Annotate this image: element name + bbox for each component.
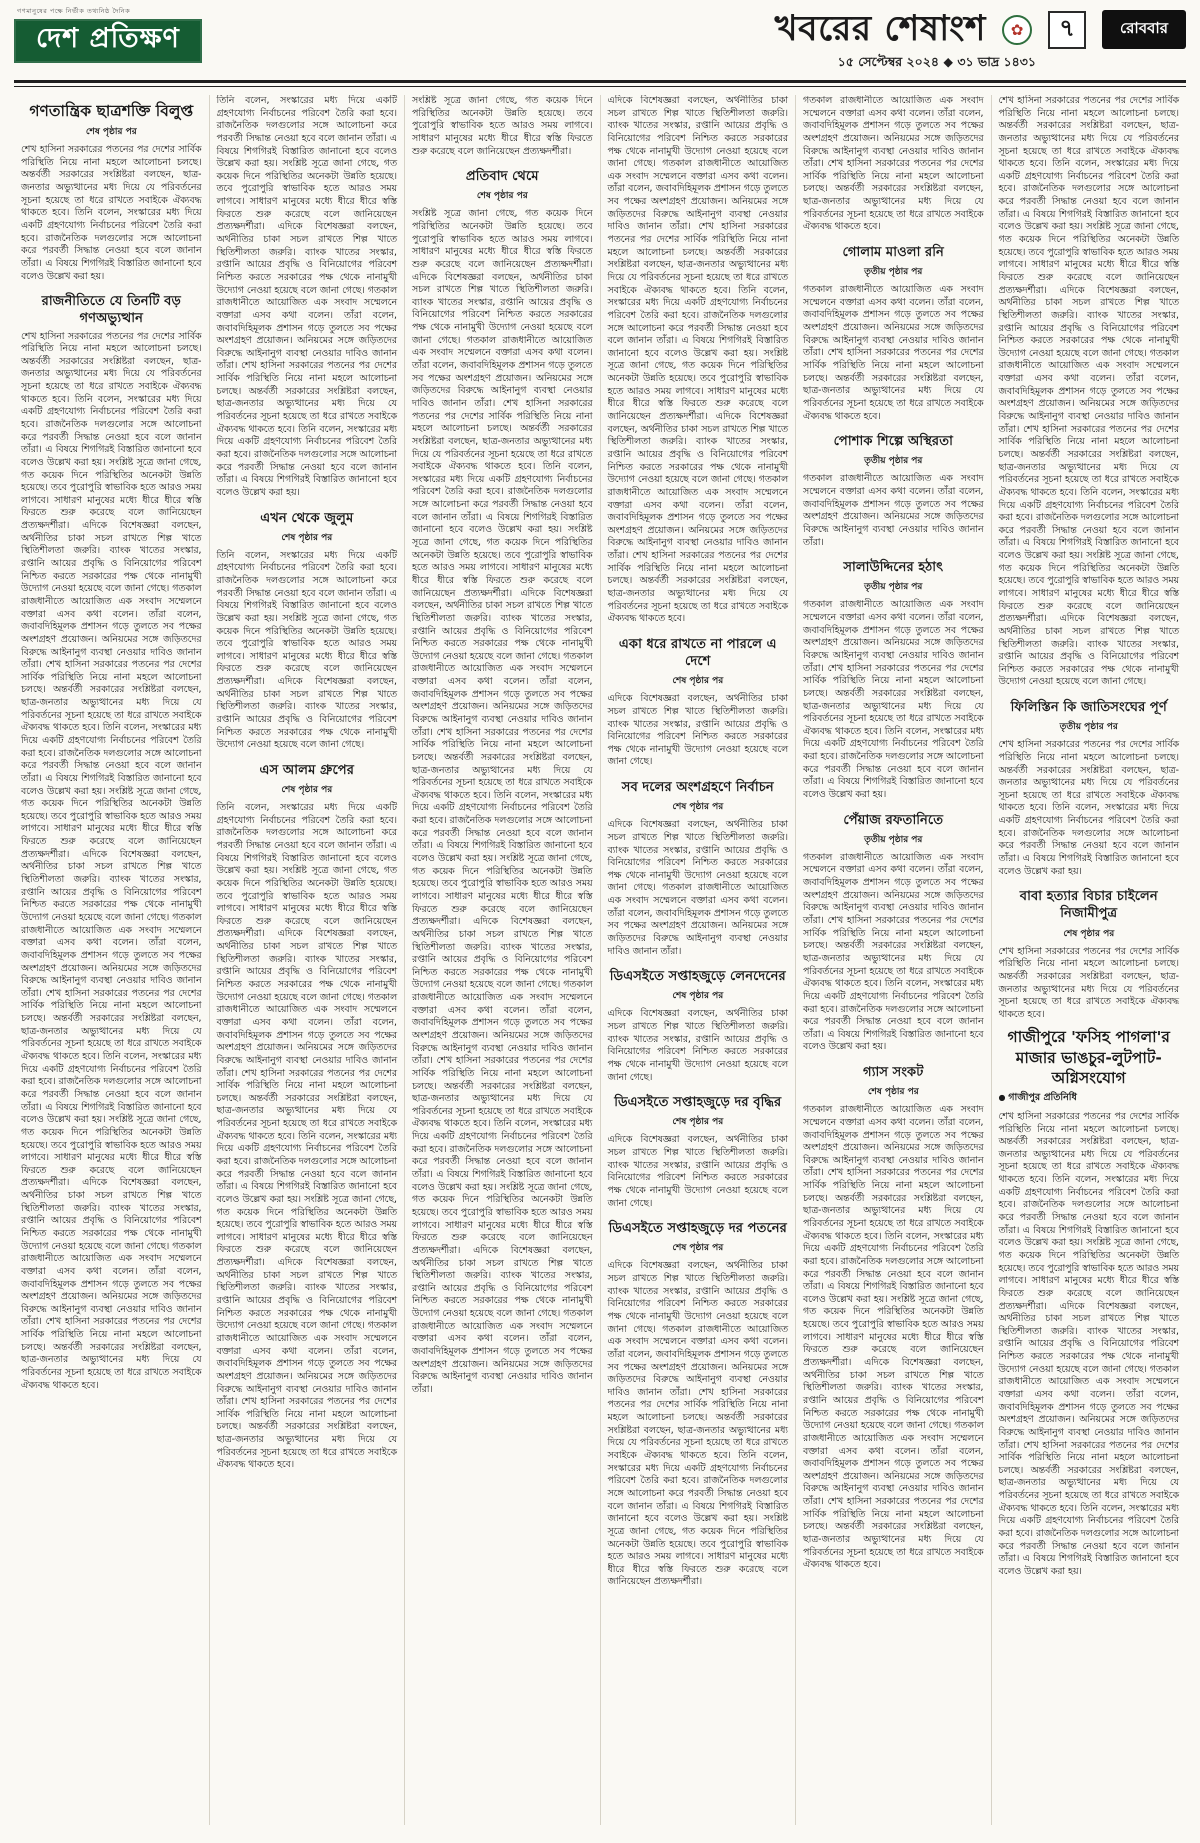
continued-from-kicker: শেষ পৃষ্ঠার পর: [672, 991, 724, 1002]
masthead-rule: [14, 80, 1186, 87]
article-headline: সালাউদ্দিনের হঠাৎ: [843, 560, 944, 576]
article-body: এদিকে বিশেষজ্ঞরা বলছেন, অর্থনীতির চাকা সচল রাখতে শিল্প খাতে স্থিতিশীলতা জরুরি। ব্যাংক খাতের সংস্কার, রপ্তানি আয়ের প্রবৃদ্ধি ও বিনিয়োগের পরিবেশ নিশ্চিত করতে সরকারের পক্ষ থেকে নানামুখী উদ্যোগ নেওয়া হয়েছে বলে জানা গেছে। গতকাল রাজধানীতে আয়োজিত এক সংবাদ সম্মেলনে বক্তারা এসব কথা বলেন। তাঁরা বলেন, জবাবদিহিমূলক প্রশাসন গড়ে তুলতে সব পক্ষের অংশগ্রহণ প্রয়োজন। অনিয়মের সঙ্গে জড়িতদের বিরুদ্ধে আইনানুগ ব্যবস্থা নেওয়ার দাবিও জানান তাঁরা। শেখ হাসিনা সরকারের পতনের পর দেশের সার্বিক পরিস্থিতি নিয়ে নানা মহলে আলোচনা চলছে। অন্তর্বর্তী সরকারের সংশ্লিষ্টরা বলছেন, ছাত্র-জনতার অভ্যুত্থানের মধ্য দিয়ে যে পরিবর্তনের সূচনা হয়েছে তা ধরে রাখতে সবাইকে ঐক্যবদ্ধ থাকতে হবে। তিনি বলেন, সংস্কারের মধ্য দিয়ে একটি গ্রহণযোগ্য নির্বাচনের পরিবেশ তৈরি করা হবে। রাজনৈতিক দলগুলোর সঙ্গে আলোচনা করে পরবর্তী সিদ্ধান্ত নেওয়া হবে বলে জানান তাঁরা। এ বিষয়ে শিগগিরই বিস্তারিত জানানো হবে বলেও উল্লেখ করা হয়। সংশ্লিষ্ট সূত্রে জানা গেছে, গত কয়েক দিনে পরিস্থিতির অনেকটা উন্নতি হয়েছে। তবে পুরোপুরি স্বাভাবিক হতে আরও সময় লাগবে। সাধারণ মানুষের মধ্যে ধীরে ধীরে স্বস্তি ফিরতে শুরু করেছে বলে জানিয়েছেন প্রত্যক্ষদর্শীরা। এদিকে বিশেষজ্ঞরা বলছেন, অর্থনীতির চাকা সচল রাখতে শিল্প খাতে স্থিতিশীলতা জরুরি। ব্যাংক খাতের সংস্কার, রপ্তানি আয়ের প্রবৃদ্ধি ও বিনিয়োগের পরিবেশ নিশ্চিত করতে সরকারের পক্ষ থেকে নানামুখী উদ্যোগ নেওয়া হয়েছে বলে জানা গেছে। গতকাল রাজধানীতে আয়োজিত এক সংবাদ সম্মেলনে বক্তারা এসব কথা বলেন। তাঁরা বলেন, জবাবদিহিমূলক প্রশাসন গড়ে তুলতে সব পক্ষের অংশগ্রহণ প্রয়োজন। অনিয়মের সঙ্গে জড়িতদের বিরুদ্ধে আইনানুগ ব্যবস্থা নেওয়ার দাবিও জানান তাঁরা। শেখ হাসিনা সরকারের পতনের পর দেশের সার্বিক পরিস্থিতি নিয়ে নানা মহলে আলোচনা চলছে। অন্তর্বর্তী সরকারের সংশ্লিষ্টরা বলছেন, ছাত্র-জনতার অভ্যুত্থানের মধ্য দিয়ে যে পরিবর্তনের সূচনা হয়েছে তা ধরে রাখতে সবাইকে ঐক্যবদ্ধ থাকতে হবে।: [607, 95, 788, 625]
article-headline: ডিএসইতে সপ্তাহজুড়ে দর পতনের: [608, 1221, 787, 1237]
article-headline: রাজনীতিতে যে তিনটি বড় গণঅভ্যুত্থান: [41, 294, 181, 327]
article-body: এদিকে বিশেষজ্ঞরা বলছেন, অর্থনীতির চাকা সচল রাখতে শিল্প খাতে স্থিতিশীলতা জরুরি। ব্যাংক খাতের সংস্কার, রপ্তানি আয়ের প্রবৃদ্ধি ও বিনিয়োগের পরিবেশ নিশ্চিত করতে সরকারের পক্ষ থেকে নানামুখী উদ্যোগ নেওয়া হয়েছে বলে জানা গেছে।: [607, 1134, 788, 1209]
article-headline: গ্যাস সংকট: [863, 1065, 924, 1081]
article-headline: গাজীপুরে 'ফসিহ পাগলা'র মাজার ভাঙচুর-লুটপাট-অগ্নিসংযোগ: [1007, 1028, 1170, 1087]
continued-from-kicker: শেষ পৃষ্ঠার পর: [85, 127, 137, 138]
continued-from-kicker: তৃতীয় পৃষ্ঠার পর: [864, 582, 923, 593]
article-body: শেখ হাসিনা সরকারের পতনের পর দেশের সার্বিক পরিস্থিতি নিয়ে নানা মহলে আলোচনা চলছে। অন্তর্বর্তী সরকারের সংশ্লিষ্টরা বলছেন, ছাত্র-জনতার অভ্যুত্থানের মধ্য দিয়ে যে পরিবর্তনের সূচনা হয়েছে তা ধরে রাখতে সবাইকে ঐক্যবদ্ধ থাকতে হবে। তিনি বলেন, সংস্কারের মধ্য দিয়ে একটি গ্রহণযোগ্য নির্বাচনের পরিবেশ তৈরি করা হবে। রাজনৈতিক দলগুলোর সঙ্গে আলোচনা করে পরবর্তী সিদ্ধান্ত নেওয়া হবে বলে জানান তাঁরা। এ বিষয়ে শিগগিরই বিস্তারিত জানানো হবে বলেও উল্লেখ করা হয়। সংশ্লিষ্ট সূত্রে জানা গেছে, গত কয়েক দিনে পরিস্থিতির অনেকটা উন্নতি হয়েছে। তবে পুরোপুরি স্বাভাবিক হতে আরও সময় লাগবে। সাধারণ মানুষের মধ্যে ধীরে ধীরে স্বস্তি ফিরতে শুরু করেছে বলে জানিয়েছেন প্রত্যক্ষদর্শীরা। এদিকে বিশেষজ্ঞরা বলছেন, অর্থনীতির চাকা সচল রাখতে শিল্প খাতে স্থিতিশীলতা জরুরি। ব্যাংক খাতের সংস্কার, রপ্তানি আয়ের প্রবৃদ্ধি ও বিনিয়োগের পরিবেশ নিশ্চিত করতে সরকারের পক্ষ থেকে নানামুখী উদ্যোগ নেওয়া হয়েছে বলে জানা গেছে। গতকাল রাজধানীতে আয়োজিত এক সংবাদ সম্মেলনে বক্তারা এসব কথা বলেন। তাঁরা বলেন, জবাবদিহিমূলক প্রশাসন গড়ে তুলতে সব পক্ষের অংশগ্রহণ প্রয়োজন। অনিয়মের সঙ্গে জড়িতদের বিরুদ্ধে আইনানুগ ব্যবস্থা নেওয়ার দাবিও জানান তাঁরা। শেখ হাসিনা সরকারের পতনের পর দেশের সার্বিক পরিস্থিতি নিয়ে নানা মহলে আলোচনা চলছে। অন্তর্বর্তী সরকারের সংশ্লিষ্টরা বলছেন, ছাত্র-জনতার অভ্যুত্থানের মধ্য দিয়ে যে পরিবর্তনের সূচনা হয়েছে তা ধরে রাখতে সবাইকে ঐক্যবদ্ধ থাকতে হবে। তিনি বলেন, সংস্কারের মধ্য দিয়ে একটি গ্রহণযোগ্য নির্বাচনের পরিবেশ তৈরি করা হবে। রাজনৈতিক দলগুলোর সঙ্গে আলোচনা করে পরবর্তী সিদ্ধান্ত নেওয়া হবে বলে জানান তাঁরা। এ বিষয়ে শিগগিরই বিস্তারিত জানানো হবে বলেও উল্লেখ করা হয়। সংশ্লিষ্ট সূত্রে জানা গেছে, গত কয়েক দিনে পরিস্থিতির অনেকটা উন্নতি হয়েছে। তবে পুরোপুরি স্বাভাবিক হতে আরও সময় লাগবে। সাধারণ মানুষের মধ্যে ধীরে ধীরে স্বস্তি ফিরতে শুরু করেছে বলে জানিয়েছেন প্রত্যক্ষদর্শীরা। এদিকে বিশেষজ্ঞরা বলছেন, অর্থনীতির চাকা সচল রাখতে শিল্প খাতে স্থিতিশীলতা জরুরি। ব্যাংক খাতের সংস্কার, রপ্তানি আয়ের প্রবৃদ্ধি ও বিনিয়োগের পরিবেশ নিশ্চিত করতে সরকারের পক্ষ থেকে নানামুখী উদ্যোগ নেওয়া হয়েছে বলে জানা গেছে। গতকাল রাজধানীতে আয়োজিত এক সংবাদ সম্মেলনে বক্তারা এসব কথা বলেন। তাঁরা বলেন, জবাবদিহিমূলক প্রশাসন গড়ে তুলতে সব পক্ষের অংশগ্রহণ প্রয়োজন। অনিয়মের সঙ্গে জড়িতদের বিরুদ্ধে আইনানুগ ব্যবস্থা নেওয়ার দাবিও জানান তাঁরা। শেখ হাসিনা সরকারের পতনের পর দেশের সার্বিক পরিস্থিতি নিয়ে নানা মহলে আলোচনা চলছে। অন্তর্বর্তী সরকারের সংশ্লিষ্টরা বলছেন, ছাত্র-জনতার অভ্যুত্থানের মধ্য দিয়ে যে পরিবর্তনের সূচনা হয়েছে তা ধরে রাখতে সবাইকে ঐক্যবদ্ধ থাকতে হবে। তিনি বলেন, সংস্কারের মধ্য দিয়ে একটি গ্রহণযোগ্য নির্বাচনের পরিবেশ তৈরি করা হবে। রাজনৈতিক দলগুলোর সঙ্গে আলোচনা করে পরবর্তী সিদ্ধান্ত নেওয়া হবে বলে জানান তাঁরা। এ বিষয়ে শিগগিরই বিস্তারিত জানানো হবে বলেও উল্লেখ করা হয়। সংশ্লিষ্ট সূত্রে জানা গেছে, গত কয়েক দিনে পরিস্থিতির অনেকটা উন্নতি হয়েছে। তবে পুরোপুরি স্বাভাবিক হতে আরও সময় লাগবে। সাধারণ মানুষের মধ্যে ধীরে ধীরে স্বস্তি ফিরতে শুরু করেছে বলে জানিয়েছেন প্রত্যক্ষদর্শীরা। এদিকে বিশেষজ্ঞরা বলছেন, অর্থনীতির চাকা সচল রাখতে শিল্প খাতে স্থিতিশীলতা জরুরি। ব্যাংক খাতের সংস্কার, রপ্তানি আয়ের প্রবৃদ্ধি ও বিনিয়োগের পরিবেশ নিশ্চিত করতে সরকারের পক্ষ থেকে নানামুখী উদ্যোগ নেওয়া হয়েছে বলে জানা গেছে। গতকাল রাজধানীতে আয়োজিত এক সংবাদ সম্মেলনে বক্তারা এসব কথা বলেন। তাঁরা বলেন, জবাবদিহিমূলক প্রশাসন গড়ে তুলতে সব পক্ষের অংশগ্রহণ প্রয়োজন। অনিয়মের সঙ্গে জড়িতদের বিরুদ্ধে আইনানুগ ব্যবস্থা নেওয়ার দাবিও জানান তাঁরা। শেখ হাসিনা সরকারের পতনের পর দেশের সার্বিক পরিস্থিতি নিয়ে নানা মহলে আলোচনা চলছে। অন্তর্বর্তী সরকারের সংশ্লিষ্টরা বলছেন, ছাত্র-জনতার অভ্যুত্থানের মধ্য দিয়ে যে পরিবর্তনের সূচনা হয়েছে তা ধরে রাখতে সবাইকে ঐক্যবদ্ধ থাকতে হবে।: [21, 330, 202, 1391]
article-headline: এস আলম গ্রুপের: [259, 762, 354, 778]
article-headline: সব দলের অংশগ্রহণে নির্বাচন: [621, 780, 774, 796]
article-body: এদিকে বিশেষজ্ঞরা বলছেন, অর্থনীতির চাকা সচল রাখতে শিল্প খাতে স্থিতিশীলতা জরুরি। ব্যাংক খাতের সংস্কার, রপ্তানি আয়ের প্রবৃদ্ধি ও বিনিয়োগের পরিবেশ নিশ্চিত করতে সরকারের পক্ষ থেকে নানামুখী উদ্যোগ নেওয়া হয়েছে বলে জানা গেছে।: [607, 1008, 788, 1083]
page-number: ৭: [1048, 11, 1086, 49]
continued-from-kicker: শেষ পৃষ্ঠার পর: [672, 1117, 724, 1128]
continued-from-kicker: শেষ পৃষ্ঠার পর: [867, 1087, 919, 1098]
article-body: গতকাল রাজধানীতে আয়োজিত এক সংবাদ সম্মেলনে বক্তারা এসব কথা বলেন। তাঁরা বলেন, জবাবদিহিমূলক প্রশাসন গড়ে তুলতে সব পক্ষের অংশগ্রহণ প্রয়োজন। অনিয়মের সঙ্গে জড়িতদের বিরুদ্ধে আইনানুগ ব্যবস্থা নেওয়ার দাবিও জানান তাঁরা। শেখ হাসিনা সরকারের পতনের পর দেশের সার্বিক পরিস্থিতি নিয়ে নানা মহলে আলোচনা চলছে। অন্তর্বর্তী সরকারের সংশ্লিষ্টরা বলছেন, ছাত্র-জনতার অভ্যুত্থানের মধ্য দিয়ে যে পরিবর্তনের সূচনা হয়েছে তা ধরে রাখতে সবাইকে ঐক্যবদ্ধ থাকতে হবে। তিনি বলেন, সংস্কারের মধ্য দিয়ে একটি গ্রহণযোগ্য নির্বাচনের পরিবেশ তৈরি করা হবে। রাজনৈতিক দলগুলোর সঙ্গে আলোচনা করে পরবর্তী সিদ্ধান্ত নেওয়া হবে বলে জানান তাঁরা। এ বিষয়ে শিগগিরই বিস্তারিত জানানো হবে বলেও উল্লেখ করা হয়।: [803, 599, 984, 801]
article-body: এদিকে বিশেষজ্ঞরা বলছেন, অর্থনীতির চাকা সচল রাখতে শিল্প খাতে স্থিতিশীলতা জরুরি। ব্যাংক খাতের সংস্কার, রপ্তানি আয়ের প্রবৃদ্ধি ও বিনিয়োগের পরিবেশ নিশ্চিত করতে সরকারের পক্ষ থেকে নানামুখী উদ্যোগ নেওয়া হয়েছে বলে জানা গেছে। গতকাল রাজধানীতে আয়োজিত এক সংবাদ সম্মেলনে বক্তারা এসব কথা বলেন। তাঁরা বলেন, জবাবদিহিমূলক প্রশাসন গড়ে তুলতে সব পক্ষের অংশগ্রহণ প্রয়োজন। অনিয়মের সঙ্গে জড়িতদের বিরুদ্ধে আইনানুগ ব্যবস্থা নেওয়ার দাবিও জানান তাঁরা। শেখ হাসিনা সরকারের পতনের পর দেশের সার্বিক পরিস্থিতি নিয়ে নানা মহলে আলোচনা চলছে। অন্তর্বর্তী সরকারের সংশ্লিষ্টরা বলছেন, ছাত্র-জনতার অভ্যুত্থানের মধ্য দিয়ে যে পরিবর্তনের সূচনা হয়েছে তা ধরে রাখতে সবাইকে ঐক্যবদ্ধ থাকতে হবে। তিনি বলেন, সংস্কারের মধ্য দিয়ে একটি গ্রহণযোগ্য নির্বাচনের পরিবেশ তৈরি করা হবে। রাজনৈতিক দলগুলোর সঙ্গে আলোচনা করে পরবর্তী সিদ্ধান্ত নেওয়া হবে বলে জানান তাঁরা। এ বিষয়ে শিগগিরই বিস্তারিত জানানো হবে বলেও উল্লেখ করা হয়। সংশ্লিষ্ট সূত্রে জানা গেছে, গত কয়েক দিনে পরিস্থিতির অনেকটা উন্নতি হয়েছে। তবে পুরোপুরি স্বাভাবিক হতে আরও সময় লাগবে। সাধারণ মানুষের মধ্যে ধীরে ধীরে স্বস্তি ফিরতে শুরু করেছে বলে জানিয়েছেন প্রত্যক্ষদর্শীরা।: [607, 1260, 788, 1588]
article-headline: প্রতিবাদ থেমে: [465, 169, 539, 185]
article-body: শেখ হাসিনা সরকারের পতনের পর দেশের সার্বিক পরিস্থিতি নিয়ে নানা মহলে আলোচনা চলছে। অন্তর্বর্তী সরকারের সংশ্লিষ্টরা বলছেন, ছাত্র-জনতার অভ্যুত্থানের মধ্য দিয়ে যে পরিবর্তনের সূচনা হয়েছে তা ধরে রাখতে সবাইকে ঐক্যবদ্ধ থাকতে হবে। তিনি বলেন, সংস্কারের মধ্য দিয়ে একটি গ্রহণযোগ্য নির্বাচনের পরিবেশ তৈরি করা হবে। রাজনৈতিক দলগুলোর সঙ্গে আলোচনা করে পরবর্তী সিদ্ধান্ত নেওয়া হবে বলে জানান তাঁরা। এ বিষয়ে শিগগিরই বিস্তারিত জানানো হবে বলেও উল্লেখ করা হয়। সংশ্লিষ্ট সূত্রে জানা গেছে, গত কয়েক দিনে পরিস্থিতির অনেকটা উন্নতি হয়েছে। তবে পুরোপুরি স্বাভাবিক হতে আরও সময় লাগবে। সাধারণ মানুষের মধ্যে ধীরে ধীরে স্বস্তি ফিরতে শুরু করেছে বলে জানিয়েছেন প্রত্যক্ষদর্শীরা। এদিকে বিশেষজ্ঞরা বলছেন, অর্থনীতির চাকা সচল রাখতে শিল্প খাতে স্থিতিশীলতা জরুরি। ব্যাংক খাতের সংস্কার, রপ্তানি আয়ের প্রবৃদ্ধি ও বিনিয়োগের পরিবেশ নিশ্চিত করতে সরকারের পক্ষ থেকে নানামুখী উদ্যোগ নেওয়া হয়েছে বলে জানা গেছে। গতকাল রাজধানীতে আয়োজিত এক সংবাদ সম্মেলনে বক্তারা এসব কথা বলেন। তাঁরা বলেন, জবাবদিহিমূলক প্রশাসন গড়ে তুলতে সব পক্ষের অংশগ্রহণ প্রয়োজন। অনিয়মের সঙ্গে জড়িতদের বিরুদ্ধে আইনানুগ ব্যবস্থা নেওয়ার দাবিও জানান তাঁরা। শেখ হাসিনা সরকারের পতনের পর দেশের সার্বিক পরিস্থিতি নিয়ে নানা মহলে আলোচনা চলছে। অন্তর্বর্তী সরকারের সংশ্লিষ্টরা বলছেন, ছাত্র-জনতার অভ্যুত্থানের মধ্য দিয়ে যে পরিবর্তনের সূচনা হয়েছে তা ধরে রাখতে সবাইকে ঐক্যবদ্ধ থাকতে হবে। তিনি বলেন, সংস্কারের মধ্য দিয়ে একটি গ্রহণযোগ্য নির্বাচনের পরিবেশ তৈরি করা হবে। রাজনৈতিক দলগুলোর সঙ্গে আলোচনা করে পরবর্তী সিদ্ধান্ত নেওয়া হবে বলে জানান তাঁরা। এ বিষয়ে শিগগিরই বিস্তারিত জানানো হবে বলেও উল্লেখ করা হয়।: [998, 1110, 1179, 1577]
article-body: সংশ্লিষ্ট সূত্রে জানা গেছে, গত কয়েক দিনে পরিস্থিতির অনেকটা উন্নতি হয়েছে। তবে পুরোপুরি স্বাভাবিক হতে আরও সময় লাগবে। সাধারণ মানুষের মধ্যে ধীরে ধীরে স্বস্তি ফিরতে শুরু করেছে বলে জানিয়েছেন প্রত্যক্ষদর্শীরা। এদিকে বিশেষজ্ঞরা বলছেন, অর্থনীতির চাকা সচল রাখতে শিল্প খাতে স্থিতিশীলতা জরুরি। ব্যাংক খাতের সংস্কার, রপ্তানি আয়ের প্রবৃদ্ধি ও বিনিয়োগের পরিবেশ নিশ্চিত করতে সরকারের পক্ষ থেকে নানামুখী উদ্যোগ নেওয়া হয়েছে বলে জানা গেছে। গতকাল রাজধানীতে আয়োজিত এক সংবাদ সম্মেলনে বক্তারা এসব কথা বলেন। তাঁরা বলেন, জবাবদিহিমূলক প্রশাসন গড়ে তুলতে সব পক্ষের অংশগ্রহণ প্রয়োজন। অনিয়মের সঙ্গে জড়িতদের বিরুদ্ধে আইনানুগ ব্যবস্থা নেওয়ার দাবিও জানান তাঁরা। শেখ হাসিনা সরকারের পতনের পর দেশের সার্বিক পরিস্থিতি নিয়ে নানা মহলে আলোচনা চলছে। অন্তর্বর্তী সরকারের সংশ্লিষ্টরা বলছেন, ছাত্র-জনতার অভ্যুত্থানের মধ্য দিয়ে যে পরিবর্তনের সূচনা হয়েছে তা ধরে রাখতে সবাইকে ঐক্যবদ্ধ থাকতে হবে। তিনি বলেন, সংস্কারের মধ্য দিয়ে একটি গ্রহণযোগ্য নির্বাচনের পরিবেশ তৈরি করা হবে। রাজনৈতিক দলগুলোর সঙ্গে আলোচনা করে পরবর্তী সিদ্ধান্ত নেওয়া হবে বলে জানান তাঁরা। এ বিষয়ে শিগগিরই বিস্তারিত জানানো হবে বলেও উল্লেখ করা হয়। সংশ্লিষ্ট সূত্রে জানা গেছে, গত কয়েক দিনে পরিস্থিতির অনেকটা উন্নতি হয়েছে। তবে পুরোপুরি স্বাভাবিক হতে আরও সময় লাগবে। সাধারণ মানুষের মধ্যে ধীরে ধীরে স্বস্তি ফিরতে শুরু করেছে বলে জানিয়েছেন প্রত্যক্ষদর্শীরা। এদিকে বিশেষজ্ঞরা বলছেন, অর্থনীতির চাকা সচল রাখতে শিল্প খাতে স্থিতিশীলতা জরুরি। ব্যাংক খাতের সংস্কার, রপ্তানি আয়ের প্রবৃদ্ধি ও বিনিয়োগের পরিবেশ নিশ্চিত করতে সরকারের পক্ষ থেকে নানামুখী উদ্যোগ নেওয়া হয়েছে বলে জানা গেছে। গতকাল রাজধানীতে আয়োজিত এক সংবাদ সম্মেলনে বক্তারা এসব কথা বলেন। তাঁরা বলেন, জবাবদিহিমূলক প্রশাসন গড়ে তুলতে সব পক্ষের অংশগ্রহণ প্রয়োজন। অনিয়মের সঙ্গে জড়িতদের বিরুদ্ধে আইনানুগ ব্যবস্থা নেওয়ার দাবিও জানান তাঁরা। শেখ হাসিনা সরকারের পতনের পর দেশের সার্বিক পরিস্থিতি নিয়ে নানা মহলে আলোচনা চলছে। অন্তর্বর্তী সরকারের সংশ্লিষ্টরা বলছেন, ছাত্র-জনতার অভ্যুত্থানের মধ্য দিয়ে যে পরিবর্তনের সূচনা হয়েছে তা ধরে রাখতে সবাইকে ঐক্যবদ্ধ থাকতে হবে। তিনি বলেন, সংস্কারের মধ্য দিয়ে একটি গ্রহণযোগ্য নির্বাচনের পরিবেশ তৈরি করা হবে। রাজনৈতিক দলগুলোর সঙ্গে আলোচনা করে পরবর্তী সিদ্ধান্ত নেওয়া হবে বলে জানান তাঁরা। এ বিষয়ে শিগগিরই বিস্তারিত জানানো হবে বলেও উল্লেখ করা হয়। সংশ্লিষ্ট সূত্রে জানা গেছে, গত কয়েক দিনে পরিস্থিতির অনেকটা উন্নতি হয়েছে। তবে পুরোপুরি স্বাভাবিক হতে আরও সময় লাগবে। সাধারণ মানুষের মধ্যে ধীরে ধীরে স্বস্তি ফিরতে শুরু করেছে বলে জানিয়েছেন প্রত্যক্ষদর্শীরা। এদিকে বিশেষজ্ঞরা বলছেন, অর্থনীতির চাকা সচল রাখতে শিল্প খাতে স্থিতিশীলতা জরুরি। ব্যাংক খাতের সংস্কার, রপ্তানি আয়ের প্রবৃদ্ধি ও বিনিয়োগের পরিবেশ নিশ্চিত করতে সরকারের পক্ষ থেকে নানামুখী উদ্যোগ নেওয়া হয়েছে বলে জানা গেছে। গতকাল রাজধানীতে আয়োজিত এক সংবাদ সম্মেলনে বক্তারা এসব কথা বলেন। তাঁরা বলেন, জবাবদিহিমূলক প্রশাসন গড়ে তুলতে সব পক্ষের অংশগ্রহণ প্রয়োজন। অনিয়মের সঙ্গে জড়িতদের বিরুদ্ধে আইনানুগ ব্যবস্থা নেওয়ার দাবিও জানান তাঁরা। শেখ হাসিনা সরকারের পতনের পর দেশের সার্বিক পরিস্থিতি নিয়ে নানা মহলে আলোচনা চলছে। অন্তর্বর্তী সরকারের সংশ্লিষ্টরা বলছেন, ছাত্র-জনতার অভ্যুত্থানের মধ্য দিয়ে যে পরিবর্তনের সূচনা হয়েছে তা ধরে রাখতে সবাইকে ঐক্যবদ্ধ থাকতে হবে। তিনি বলেন, সংস্কারের মধ্য দিয়ে একটি গ্রহণযোগ্য নির্বাচনের পরিবেশ তৈরি করা হবে। রাজনৈতিক দলগুলোর সঙ্গে আলোচনা করে পরবর্তী সিদ্ধান্ত নেওয়া হবে বলে জানান তাঁরা। এ বিষয়ে শিগগিরই বিস্তারিত জানানো হবে বলেও উল্লেখ করা হয়। সংশ্লিষ্ট সূত্রে জানা গেছে, গত কয়েক দিনে পরিস্থিতির অনেকটা উন্নতি হয়েছে। তবে পুরোপুরি স্বাভাবিক হতে আরও সময় লাগবে। সাধারণ মানুষের মধ্যে ধীরে ধীরে স্বস্তি ফিরতে শুরু করেছে বলে জানিয়েছেন প্রত্যক্ষদর্শীরা। এদিকে বিশেষজ্ঞরা বলছেন, অর্থনীতির চাকা সচল রাখতে শিল্প খাতে স্থিতিশীলতা জরুরি। ব্যাংক খাতের সংস্কার, রপ্তানি আয়ের প্রবৃদ্ধি ও বিনিয়োগের পরিবেশ নিশ্চিত করতে সরকারের পক্ষ থেকে নানামুখী উদ্যোগ নেওয়া হয়েছে বলে জানা গেছে। গতকাল রাজধানীতে আয়োজিত এক সংবাদ সম্মেলনে বক্তারা এসব কথা বলেন। তাঁরা বলেন, জবাবদিহিমূলক প্রশাসন গড়ে তুলতে সব পক্ষের অংশগ্রহণ প্রয়োজন। অনিয়মের সঙ্গে জড়িতদের বিরুদ্ধে আইনানুগ ব্যবস্থা নেওয়ার দাবিও জানান তাঁরা।: [412, 208, 593, 1395]
continued-from-kicker: শেষ পৃষ্ঠার পর: [476, 191, 528, 202]
masthead-right: [775, 10, 1186, 74]
article-body: শেখ হাসিনা সরকারের পতনের পর দেশের সার্বিক পরিস্থিতি নিয়ে নানা মহলে আলোচনা চলছে। অন্তর্বর্তী সরকারের সংশ্লিষ্টরা বলছেন, ছাত্র-জনতার অভ্যুত্থানের মধ্য দিয়ে যে পরিবর্তনের সূচনা হয়েছে তা ধরে রাখতে সবাইকে ঐক্যবদ্ধ থাকতে হবে। তিনি বলেন, সংস্কারের মধ্য দিয়ে একটি গ্রহণযোগ্য নির্বাচনের পরিবেশ তৈরি করা হবে। রাজনৈতিক দলগুলোর সঙ্গে আলোচনা করে পরবর্তী সিদ্ধান্ত নেওয়া হবে বলে জানান তাঁরা। এ বিষয়ে শিগগিরই বিস্তারিত জানানো হবে বলেও উল্লেখ করা হয়।: [998, 739, 1179, 877]
continued-from-kicker: তৃতীয় পৃষ্ঠার পর: [864, 267, 923, 278]
continued-from-kicker: শেষ পৃষ্ঠার পর: [672, 1243, 724, 1254]
continued-from-kicker: তৃতীয় পৃষ্ঠার পর: [1059, 722, 1118, 733]
flower-ornament-icon: ✿: [1002, 15, 1032, 45]
article-headline: ডিএসইতে সপ্তাহজুড়ে দর বৃদ্ধির: [614, 1095, 782, 1111]
paper-logo: দেশ প্রতিক্ষণ: [14, 19, 202, 63]
article-body: শেখ হাসিনা সরকারের পতনের পর দেশের সার্বিক পরিস্থিতি নিয়ে নানা মহলে আলোচনা চলছে। অন্তর্বর্তী সরকারের সংশ্লিষ্টরা বলছেন, ছাত্র-জনতার অভ্যুত্থানের মধ্য দিয়ে যে পরিবর্তনের সূচনা হয়েছে তা ধরে রাখতে সবাইকে ঐক্যবদ্ধ থাকতে হবে।: [998, 945, 1179, 1020]
continued-from-kicker: শেষ পৃষ্ঠার পর: [672, 802, 724, 813]
section-title: খবরের শেষাংশ: [774, 9, 987, 49]
article-body: গতকাল রাজধানীতে আয়োজিত এক সংবাদ সম্মেলনে বক্তারা এসব কথা বলেন। তাঁরা বলেন, জবাবদিহিমূলক প্রশাসন গড়ে তুলতে সব পক্ষের অংশগ্রহণ প্রয়োজন। অনিয়মের সঙ্গে জড়িতদের বিরুদ্ধে আইনানুগ ব্যবস্থা নেওয়ার দাবিও জানান তাঁরা। শেখ হাসিনা সরকারের পতনের পর দেশের সার্বিক পরিস্থিতি নিয়ে নানা মহলে আলোচনা চলছে। অন্তর্বর্তী সরকারের সংশ্লিষ্টরা বলছেন, ছাত্র-জনতার অভ্যুত্থানের মধ্য দিয়ে যে পরিবর্তনের সূচনা হয়েছে তা ধরে রাখতে সবাইকে ঐক্যবদ্ধ থাকতে হবে। তিনি বলেন, সংস্কারের মধ্য দিয়ে একটি গ্রহণযোগ্য নির্বাচনের পরিবেশ তৈরি করা হবে। রাজনৈতিক দলগুলোর সঙ্গে আলোচনা করে পরবর্তী সিদ্ধান্ত নেওয়া হবে বলে জানান তাঁরা। এ বিষয়ে শিগগিরই বিস্তারিত জানানো হবে বলেও উল্লেখ করা হয়।: [803, 851, 984, 1053]
article-body: এদিকে বিশেষজ্ঞরা বলছেন, অর্থনীতির চাকা সচল রাখতে শিল্প খাতে স্থিতিশীলতা জরুরি। ব্যাংক খাতের সংস্কার, রপ্তানি আয়ের প্রবৃদ্ধি ও বিনিয়োগের পরিবেশ নিশ্চিত করতে সরকারের পক্ষ থেকে নানামুখী উদ্যোগ নেওয়া হয়েছে বলে জানা গেছে।: [607, 693, 788, 768]
article-body: গতকাল রাজধানীতে আয়োজিত এক সংবাদ সম্মেলনে বক্তারা এসব কথা বলেন। তাঁরা বলেন, জবাবদিহিমূলক প্রশাসন গড়ে তুলতে সব পক্ষের অংশগ্রহণ প্রয়োজন। অনিয়মের সঙ্গে জড়িতদের বিরুদ্ধে আইনানুগ ব্যবস্থা নেওয়ার দাবিও জানান তাঁরা।: [803, 473, 984, 548]
article-headline: একা ধরে রাখতে না পারলে এ দেশে: [618, 636, 777, 670]
day-badge: রোববার: [1102, 10, 1186, 49]
article-body: এদিকে বিশেষজ্ঞরা বলছেন, অর্থনীতির চাকা সচল রাখতে শিল্প খাতে স্থিতিশীলতা জরুরি। ব্যাংক খাতের সংস্কার, রপ্তানি আয়ের প্রবৃদ্ধি ও বিনিয়োগের পরিবেশ নিশ্চিত করতে সরকারের পক্ষ থেকে নানামুখী উদ্যোগ নেওয়া হয়েছে বলে জানা গেছে। গতকাল রাজধানীতে আয়োজিত এক সংবাদ সম্মেলনে বক্তারা এসব কথা বলেন। তাঁরা বলেন, জবাবদিহিমূলক প্রশাসন গড়ে তুলতে সব পক্ষের অংশগ্রহণ প্রয়োজন। অনিয়মের সঙ্গে জড়িতদের বিরুদ্ধে আইনানুগ ব্যবস্থা নেওয়ার দাবিও জানান তাঁরা।: [607, 819, 788, 957]
article-body: গতকাল রাজধানীতে আয়োজিত এক সংবাদ সম্মেলনে বক্তারা এসব কথা বলেন। তাঁরা বলেন, জবাবদিহিমূলক প্রশাসন গড়ে তুলতে সব পক্ষের অংশগ্রহণ প্রয়োজন। অনিয়মের সঙ্গে জড়িতদের বিরুদ্ধে আইনানুগ ব্যবস্থা নেওয়ার দাবিও জানান তাঁরা। শেখ হাসিনা সরকারের পতনের পর দেশের সার্বিক পরিস্থিতি নিয়ে নানা মহলে আলোচনা চলছে। অন্তর্বর্তী সরকারের সংশ্লিষ্টরা বলছেন, ছাত্র-জনতার অভ্যুত্থানের মধ্য দিয়ে যে পরিবর্তনের সূচনা হয়েছে তা ধরে রাখতে সবাইকে ঐক্যবদ্ধ থাকতে হবে।: [803, 95, 984, 233]
article-body: শেখ হাসিনা সরকারের পতনের পর দেশের সার্বিক পরিস্থিতি নিয়ে নানা মহলে আলোচনা চলছে। অন্তর্বর্তী সরকারের সংশ্লিষ্টরা বলছেন, ছাত্র-জনতার অভ্যুত্থানের মধ্য দিয়ে যে পরিবর্তনের সূচনা হয়েছে তা ধরে রাখতে সবাইকে ঐক্যবদ্ধ থাকতে হবে। তিনি বলেন, সংস্কারের মধ্য দিয়ে একটি গ্রহণযোগ্য নির্বাচনের পরিবেশ তৈরি করা হবে। রাজনৈতিক দলগুলোর সঙ্গে আলোচনা করে পরবর্তী সিদ্ধান্ত নেওয়া হবে বলে জানান তাঁরা। এ বিষয়ে শিগগিরই বিস্তারিত জানানো হবে বলেও উল্লেখ করা হয়। সংশ্লিষ্ট সূত্রে জানা গেছে, গত কয়েক দিনে পরিস্থিতির অনেকটা উন্নতি হয়েছে। তবে পুরোপুরি স্বাভাবিক হতে আরও সময় লাগবে। সাধারণ মানুষের মধ্যে ধীরে ধীরে স্বস্তি ফিরতে শুরু করেছে বলে জানিয়েছেন প্রত্যক্ষদর্শীরা। এদিকে বিশেষজ্ঞরা বলছেন, অর্থনীতির চাকা সচল রাখতে শিল্প খাতে স্থিতিশীলতা জরুরি। ব্যাংক খাতের সংস্কার, রপ্তানি আয়ের প্রবৃদ্ধি ও বিনিয়োগের পরিবেশ নিশ্চিত করতে সরকারের পক্ষ থেকে নানামুখী উদ্যোগ নেওয়া হয়েছে বলে জানা গেছে। গতকাল রাজধানীতে আয়োজিত এক সংবাদ সম্মেলনে বক্তারা এসব কথা বলেন। তাঁরা বলেন, জবাবদিহিমূলক প্রশাসন গড়ে তুলতে সব পক্ষের অংশগ্রহণ প্রয়োজন। অনিয়মের সঙ্গে জড়িতদের বিরুদ্ধে আইনানুগ ব্যবস্থা নেওয়ার দাবিও জানান তাঁরা। শেখ হাসিনা সরকারের পতনের পর দেশের সার্বিক পরিস্থিতি নিয়ে নানা মহলে আলোচনা চলছে। অন্তর্বর্তী সরকারের সংশ্লিষ্টরা বলছেন, ছাত্র-জনতার অভ্যুত্থানের মধ্য দিয়ে যে পরিবর্তনের সূচনা হয়েছে তা ধরে রাখতে সবাইকে ঐক্যবদ্ধ থাকতে হবে। তিনি বলেন, সংস্কারের মধ্য দিয়ে একটি গ্রহণযোগ্য নির্বাচনের পরিবেশ তৈরি করা হবে। রাজনৈতিক দলগুলোর সঙ্গে আলোচনা করে পরবর্তী সিদ্ধান্ত নেওয়া হবে বলে জানান তাঁরা। এ বিষয়ে শিগগিরই বিস্তারিত জানানো হবে বলেও উল্লেখ করা হয়। সংশ্লিষ্ট সূত্রে জানা গেছে, গত কয়েক দিনে পরিস্থিতির অনেকটা উন্নতি হয়েছে। তবে পুরোপুরি স্বাভাবিক হতে আরও সময় লাগবে। সাধারণ মানুষের মধ্যে ধীরে ধীরে স্বস্তি ফিরতে শুরু করেছে বলে জানিয়েছেন প্রত্যক্ষদর্শীরা। এদিকে বিশেষজ্ঞরা বলছেন, অর্থনীতির চাকা সচল রাখতে শিল্প খাতে স্থিতিশীলতা জরুরি। ব্যাংক খাতের সংস্কার, রপ্তানি আয়ের প্রবৃদ্ধি ও বিনিয়োগের পরিবেশ নিশ্চিত করতে সরকারের পক্ষ থেকে নানামুখী উদ্যোগ নেওয়া হয়েছে বলে জানা গেছে।: [998, 95, 1179, 688]
article-body: গতকাল রাজধানীতে আয়োজিত এক সংবাদ সম্মেলনে বক্তারা এসব কথা বলেন। তাঁরা বলেন, জবাবদিহিমূলক প্রশাসন গড়ে তুলতে সব পক্ষের অংশগ্রহণ প্রয়োজন। অনিয়মের সঙ্গে জড়িতদের বিরুদ্ধে আইনানুগ ব্যবস্থা নেওয়ার দাবিও জানান তাঁরা। শেখ হাসিনা সরকারের পতনের পর দেশের সার্বিক পরিস্থিতি নিয়ে নানা মহলে আলোচনা চলছে। অন্তর্বর্তী সরকারের সংশ্লিষ্টরা বলছেন, ছাত্র-জনতার অভ্যুত্থানের মধ্য দিয়ে যে পরিবর্তনের সূচনা হয়েছে তা ধরে রাখতে সবাইকে ঐক্যবদ্ধ থাকতে হবে।: [803, 284, 984, 422]
article-headline: ডিএসইতে সপ্তাহজুড়ে লেনদেনের: [609, 969, 786, 985]
article-headline: এখন থেকে জুলুম: [260, 510, 354, 526]
column-2: [209, 95, 405, 1825]
masthead: [14, 6, 1186, 74]
article-headline: ফিলিস্তিন কি জাতিসংঘের পূর্ণ: [1010, 700, 1167, 716]
column-4: [600, 95, 796, 1825]
article-headline: পেঁয়াজ রফতানিতে: [843, 812, 944, 828]
continued-from-kicker: তৃতীয় পৃষ্ঠার পর: [864, 834, 923, 845]
article-headline: গোলাম মাওলা রনি: [842, 245, 944, 261]
continued-from-kicker: তৃতীয় পৃষ্ঠার পর: [864, 456, 923, 467]
columns: [14, 95, 1186, 1825]
article-body: তিনি বলেন, সংস্কারের মধ্য দিয়ে একটি গ্রহণযোগ্য নির্বাচনের পরিবেশ তৈরি করা হবে। রাজনৈতিক দলগুলোর সঙ্গে আলোচনা করে পরবর্তী সিদ্ধান্ত নেওয়া হবে বলে জানান তাঁরা। এ বিষয়ে শিগগিরই বিস্তারিত জানানো হবে বলেও উল্লেখ করা হয়। সংশ্লিষ্ট সূত্রে জানা গেছে, গত কয়েক দিনে পরিস্থিতির অনেকটা উন্নতি হয়েছে। তবে পুরোপুরি স্বাভাবিক হতে আরও সময় লাগবে। সাধারণ মানুষের মধ্যে ধীরে ধীরে স্বস্তি ফিরতে শুরু করেছে বলে জানিয়েছেন প্রত্যক্ষদর্শীরা। এদিকে বিশেষজ্ঞরা বলছেন, অর্থনীতির চাকা সচল রাখতে শিল্প খাতে স্থিতিশীলতা জরুরি। ব্যাংক খাতের সংস্কার, রপ্তানি আয়ের প্রবৃদ্ধি ও বিনিয়োগের পরিবেশ নিশ্চিত করতে সরকারের পক্ষ থেকে নানামুখী উদ্যোগ নেওয়া হয়েছে বলে জানা গেছে। গতকাল রাজধানীতে আয়োজিত এক সংবাদ সম্মেলনে বক্তারা এসব কথা বলেন। তাঁরা বলেন, জবাবদিহিমূলক প্রশাসন গড়ে তুলতে সব পক্ষের অংশগ্রহণ প্রয়োজন। অনিয়মের সঙ্গে জড়িতদের বিরুদ্ধে আইনানুগ ব্যবস্থা নেওয়ার দাবিও জানান তাঁরা। শেখ হাসিনা সরকারের পতনের পর দেশের সার্বিক পরিস্থিতি নিয়ে নানা মহলে আলোচনা চলছে। অন্তর্বর্তী সরকারের সংশ্লিষ্টরা বলছেন, ছাত্র-জনতার অভ্যুত্থানের মধ্য দিয়ে যে পরিবর্তনের সূচনা হয়েছে তা ধরে রাখতে সবাইকে ঐক্যবদ্ধ থাকতে হবে। তিনি বলেন, সংস্কারের মধ্য দিয়ে একটি গ্রহণযোগ্য নির্বাচনের পরিবেশ তৈরি করা হবে। রাজনৈতিক দলগুলোর সঙ্গে আলোচনা করে পরবর্তী সিদ্ধান্ত নেওয়া হবে বলে জানান তাঁরা। এ বিষয়ে শিগগিরই বিস্তারিত জানানো হবে বলেও উল্লেখ করা হয়। সংশ্লিষ্ট সূত্রে জানা গেছে, গত কয়েক দিনে পরিস্থিতির অনেকটা উন্নতি হয়েছে। তবে পুরোপুরি স্বাভাবিক হতে আরও সময় লাগবে। সাধারণ মানুষের মধ্যে ধীরে ধীরে স্বস্তি ফিরতে শুরু করেছে বলে জানিয়েছেন প্রত্যক্ষদর্শীরা। এদিকে বিশেষজ্ঞরা বলছেন, অর্থনীতির চাকা সচল রাখতে শিল্প খাতে স্থিতিশীলতা জরুরি। ব্যাংক খাতের সংস্কার, রপ্তানি আয়ের প্রবৃদ্ধি ও বিনিয়োগের পরিবেশ নিশ্চিত করতে সরকারের পক্ষ থেকে নানামুখী উদ্যোগ নেওয়া হয়েছে বলে জানা গেছে। গতকাল রাজধানীতে আয়োজিত এক সংবাদ সম্মেলনে বক্তারা এসব কথা বলেন। তাঁরা বলেন, জবাবদিহিমূলক প্রশাসন গড়ে তুলতে সব পক্ষের অংশগ্রহণ প্রয়োজন। অনিয়মের সঙ্গে জড়িতদের বিরুদ্ধে আইনানুগ ব্যবস্থা নেওয়ার দাবিও জানান তাঁরা। শেখ হাসিনা সরকারের পতনের পর দেশের সার্বিক পরিস্থিতি নিয়ে নানা মহলে আলোচনা চলছে। অন্তর্বর্তী সরকারের সংশ্লিষ্টরা বলছেন, ছাত্র-জনতার অভ্যুত্থানের মধ্য দিয়ে যে পরিবর্তনের সূচনা হয়েছে তা ধরে রাখতে সবাইকে ঐক্যবদ্ধ থাকতে হবে।: [216, 802, 397, 1471]
column-3: [404, 95, 600, 1825]
brand-block: [14, 6, 202, 63]
article-headline: গণতান্ত্রিক ছাত্রশক্তি বিলুপ্ত: [29, 102, 194, 120]
date-line: ১৫ সেপ্টেম্বর ২০২৪ ◆ ৩১ ভাদ্র ১৪৩১: [837, 54, 1036, 69]
masthead-right-row: [775, 10, 1186, 49]
continued-from-kicker: শেষ পৃষ্ঠার পর: [281, 532, 333, 543]
article-body: তিনি বলেন, সংস্কারের মধ্য দিয়ে একটি গ্রহণযোগ্য নির্বাচনের পরিবেশ তৈরি করা হবে। রাজনৈতিক দলগুলোর সঙ্গে আলোচনা করে পরবর্তী সিদ্ধান্ত নেওয়া হবে বলে জানান তাঁরা। এ বিষয়ে শিগগিরই বিস্তারিত জানানো হবে বলেও উল্লেখ করা হয়। সংশ্লিষ্ট সূত্রে জানা গেছে, গত কয়েক দিনে পরিস্থিতির অনেকটা উন্নতি হয়েছে। তবে পুরোপুরি স্বাভাবিক হতে আরও সময় লাগবে। সাধারণ মানুষের মধ্যে ধীরে ধীরে স্বস্তি ফিরতে শুরু করেছে বলে জানিয়েছেন প্রত্যক্ষদর্শীরা। এদিকে বিশেষজ্ঞরা বলছেন, অর্থনীতির চাকা সচল রাখতে শিল্প খাতে স্থিতিশীলতা জরুরি। ব্যাংক খাতের সংস্কার, রপ্তানি আয়ের প্রবৃদ্ধি ও বিনিয়োগের পরিবেশ নিশ্চিত করতে সরকারের পক্ষ থেকে নানামুখী উদ্যোগ নেওয়া হয়েছে বলে জানা গেছে। গতকাল রাজধানীতে আয়োজিত এক সংবাদ সম্মেলনে বক্তারা এসব কথা বলেন। তাঁরা বলেন, জবাবদিহিমূলক প্রশাসন গড়ে তুলতে সব পক্ষের অংশগ্রহণ প্রয়োজন। অনিয়মের সঙ্গে জড়িতদের বিরুদ্ধে আইনানুগ ব্যবস্থা নেওয়ার দাবিও জানান তাঁরা। শেখ হাসিনা সরকারের পতনের পর দেশের সার্বিক পরিস্থিতি নিয়ে নানা মহলে আলোচনা চলছে। অন্তর্বর্তী সরকারের সংশ্লিষ্টরা বলছেন, ছাত্র-জনতার অভ্যুত্থানের মধ্য দিয়ে যে পরিবর্তনের সূচনা হয়েছে তা ধরে রাখতে সবাইকে ঐক্যবদ্ধ থাকতে হবে। তিনি বলেন, সংস্কারের মধ্য দিয়ে একটি গ্রহণযোগ্য নির্বাচনের পরিবেশ তৈরি করা হবে। রাজনৈতিক দলগুলোর সঙ্গে আলোচনা করে পরবর্তী সিদ্ধান্ত নেওয়া হবে বলে জানান তাঁরা। এ বিষয়ে শিগগিরই বিস্তারিত জানানো হবে বলেও উল্লেখ করা হয়।: [216, 95, 397, 498]
column-1: [14, 95, 209, 1825]
article-body: গতকাল রাজধানীতে আয়োজিত এক সংবাদ সম্মেলনে বক্তারা এসব কথা বলেন। তাঁরা বলেন, জবাবদিহিমূলক প্রশাসন গড়ে তুলতে সব পক্ষের অংশগ্রহণ প্রয়োজন। অনিয়মের সঙ্গে জড়িতদের বিরুদ্ধে আইনানুগ ব্যবস্থা নেওয়ার দাবিও জানান তাঁরা। শেখ হাসিনা সরকারের পতনের পর দেশের সার্বিক পরিস্থিতি নিয়ে নানা মহলে আলোচনা চলছে। অন্তর্বর্তী সরকারের সংশ্লিষ্টরা বলছেন, ছাত্র-জনতার অভ্যুত্থানের মধ্য দিয়ে যে পরিবর্তনের সূচনা হয়েছে তা ধরে রাখতে সবাইকে ঐক্যবদ্ধ থাকতে হবে। তিনি বলেন, সংস্কারের মধ্য দিয়ে একটি গ্রহণযোগ্য নির্বাচনের পরিবেশ তৈরি করা হবে। রাজনৈতিক দলগুলোর সঙ্গে আলোচনা করে পরবর্তী সিদ্ধান্ত নেওয়া হবে বলে জানান তাঁরা। এ বিষয়ে শিগগিরই বিস্তারিত জানানো হবে বলেও উল্লেখ করা হয়। সংশ্লিষ্ট সূত্রে জানা গেছে, গত কয়েক দিনে পরিস্থিতির অনেকটা উন্নতি হয়েছে। তবে পুরোপুরি স্বাভাবিক হতে আরও সময় লাগবে। সাধারণ মানুষের মধ্যে ধীরে ধীরে স্বস্তি ফিরতে শুরু করেছে বলে জানিয়েছেন প্রত্যক্ষদর্শীরা। এদিকে বিশেষজ্ঞরা বলছেন, অর্থনীতির চাকা সচল রাখতে শিল্প খাতে স্থিতিশীলতা জরুরি। ব্যাংক খাতের সংস্কার, রপ্তানি আয়ের প্রবৃদ্ধি ও বিনিয়োগের পরিবেশ নিশ্চিত করতে সরকারের পক্ষ থেকে নানামুখী উদ্যোগ নেওয়া হয়েছে বলে জানা গেছে। গতকাল রাজধানীতে আয়োজিত এক সংবাদ সম্মেলনে বক্তারা এসব কথা বলেন। তাঁরা বলেন, জবাবদিহিমূলক প্রশাসন গড়ে তুলতে সব পক্ষের অংশগ্রহণ প্রয়োজন। অনিয়মের সঙ্গে জড়িতদের বিরুদ্ধে আইনানুগ ব্যবস্থা নেওয়ার দাবিও জানান তাঁরা। শেখ হাসিনা সরকারের পতনের পর দেশের সার্বিক পরিস্থিতি নিয়ে নানা মহলে আলোচনা চলছে। অন্তর্বর্তী সরকারের সংশ্লিষ্টরা বলছেন, ছাত্র-জনতার অভ্যুত্থানের মধ্য দিয়ে যে পরিবর্তনের সূচনা হয়েছে তা ধরে রাখতে সবাইকে ঐক্যবদ্ধ থাকতে হবে।: [803, 1104, 984, 1571]
article-body: তিনি বলেন, সংস্কারের মধ্য দিয়ে একটি গ্রহণযোগ্য নির্বাচনের পরিবেশ তৈরি করা হবে। রাজনৈতিক দলগুলোর সঙ্গে আলোচনা করে পরবর্তী সিদ্ধান্ত নেওয়া হবে বলে জানান তাঁরা। এ বিষয়ে শিগগিরই বিস্তারিত জানানো হবে বলেও উল্লেখ করা হয়। সংশ্লিষ্ট সূত্রে জানা গেছে, গত কয়েক দিনে পরিস্থিতির অনেকটা উন্নতি হয়েছে। তবে পুরোপুরি স্বাভাবিক হতে আরও সময় লাগবে। সাধারণ মানুষের মধ্যে ধীরে ধীরে স্বস্তি ফিরতে শুরু করেছে বলে জানিয়েছেন প্রত্যক্ষদর্শীরা। এদিকে বিশেষজ্ঞরা বলছেন, অর্থনীতির চাকা সচল রাখতে শিল্প খাতে স্থিতিশীলতা জরুরি। ব্যাংক খাতের সংস্কার, রপ্তানি আয়ের প্রবৃদ্ধি ও বিনিয়োগের পরিবেশ নিশ্চিত করতে সরকারের পক্ষ থেকে নানামুখী উদ্যোগ নেওয়া হয়েছে বলে জানা গেছে।: [216, 549, 397, 751]
column-6: [991, 95, 1187, 1825]
article-body: সংশ্লিষ্ট সূত্রে জানা গেছে, গত কয়েক দিনে পরিস্থিতির অনেকটা উন্নতি হয়েছে। তবে পুরোপুরি স্বাভাবিক হতে আরও সময় লাগবে। সাধারণ মানুষের মধ্যে ধীরে ধীরে স্বস্তি ফিরতে শুরু করেছে বলে জানিয়েছেন প্রত্যক্ষদর্শীরা।: [412, 95, 593, 157]
article-headline: পোশাক শিল্পে অস্থিরতা: [833, 434, 953, 450]
paper-tagline: গণমানুষের পক্ষে নির্ভীক তথ্যনিষ্ঠ দৈনিক: [17, 7, 131, 15]
article-body: শেখ হাসিনা সরকারের পতনের পর দেশের সার্বিক পরিস্থিতি নিয়ে নানা মহলে আলোচনা চলছে। অন্তর্বর্তী সরকারের সংশ্লিষ্টরা বলছেন, ছাত্র-জনতার অভ্যুত্থানের মধ্য দিয়ে যে পরিবর্তনের সূচনা হয়েছে তা ধরে রাখতে সবাইকে ঐক্যবদ্ধ থাকতে হবে। তিনি বলেন, সংস্কারের মধ্য দিয়ে একটি গ্রহণযোগ্য নির্বাচনের পরিবেশ তৈরি করা হবে। রাজনৈতিক দলগুলোর সঙ্গে আলোচনা করে পরবর্তী সিদ্ধান্ত নেওয়া হবে বলে জানান তাঁরা। এ বিষয়ে শিগগিরই বিস্তারিত জানানো হবে বলেও উল্লেখ করা হয়।: [21, 144, 202, 282]
article-headline: বাবা হত্যার বিচার চাইলেন নিজামীপুত্র: [1019, 889, 1158, 922]
continued-from-kicker: শেষ পৃষ্ঠার পর: [1063, 928, 1115, 939]
continued-from-kicker: শেষ পৃষ্ঠার পর: [281, 785, 333, 796]
continued-from-kicker: শেষ পৃষ্ঠার পর: [672, 676, 724, 687]
byline: ● গাজীপুর প্রতিনিধি: [999, 1091, 1180, 1106]
column-5: [795, 95, 991, 1825]
